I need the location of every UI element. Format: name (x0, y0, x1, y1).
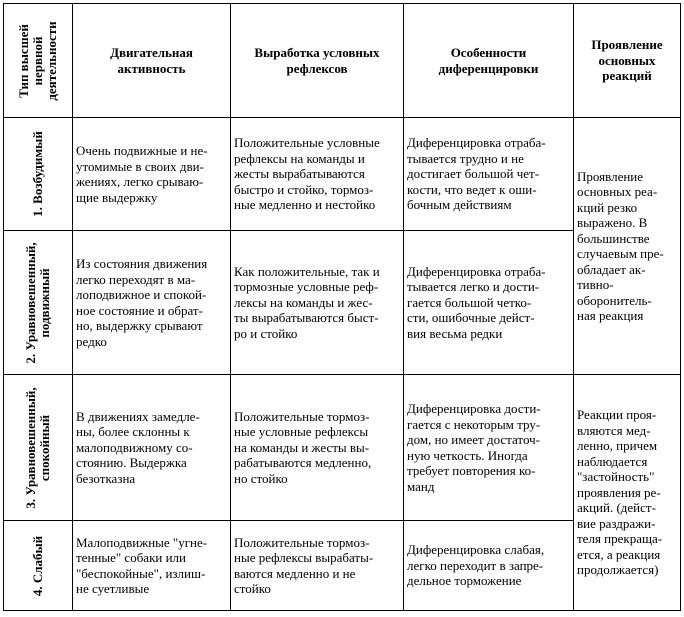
header-type-label: Тип высшей нервной деятельности (16, 20, 59, 101)
table-row (4, 375, 681, 521)
motor-text: Малоподвижные "угне- тенные" собаки или "беспокойные", излиш- не суетливые (76, 534, 208, 596)
reflex-cell (231, 231, 404, 375)
diff-text: Диференцировка отраба- тывается трудно и не достигает большой чет- кости, что ведет к оши- бочным действиям (407, 135, 546, 213)
diff-cell (404, 118, 574, 231)
motor-text: Очень подвижные и не- утомимые в своих дви- жениях, легко срываю- щие выдержку (76, 143, 208, 205)
type-label: 1. Возбудимый (30, 131, 45, 217)
motor-cell (73, 118, 231, 231)
reflex-text: Положительные тормоз- ные рефлексы вырабаты- ваются медленно и не стойко (234, 534, 374, 596)
manifest-cell-group2 (574, 375, 681, 611)
reflex-text: Как положительные, так и тормозные условные реф- лексы на команды и жес- ты вырабатываются быст- ро и стойко (234, 263, 380, 341)
manifest-text: Проявление основных реа- кций резко выражено. В большинстве случаевым пре- обладает ак- тивно- оборонитель- ная реакция (577, 168, 664, 323)
header-type (4, 4, 73, 118)
motor-cell (73, 231, 231, 375)
reflex-text: Положительные условные рефлексы на команды и жесты вырабатываются быстро и стойко, тормоз- ные медленно и нестойко (234, 135, 380, 213)
header-motor-label: Двигательная активность (110, 45, 193, 76)
type-cell (4, 231, 73, 375)
header-motor (73, 4, 231, 118)
header-manifest-label: Проявление основных реакций (591, 37, 663, 84)
manifest-cell-group1 (574, 118, 681, 375)
header-diff (404, 4, 574, 118)
motor-text: В движениях замедле- ны, более склонны к малоподвижному со- стоянию. Выдержка безотказна (76, 408, 200, 486)
type-label: 2. Уравновешенный, подвижный (23, 241, 52, 364)
reflex-cell (231, 375, 404, 521)
motor-text: Из состояния движения легко переходят в ма- лоподвижное и спокой- ное состояние и обрат- но, выдержку срывают редко (76, 256, 208, 349)
diff-text: Диференцировка слабая, легко переходит в запре- дельное торможение (407, 542, 545, 589)
type-label: 3. Уравновешенный, спокойный (23, 386, 52, 509)
header-reflex-label: Выработка условных рефлексов (254, 45, 380, 76)
diff-cell (404, 231, 574, 375)
table-row (4, 118, 681, 231)
header-reflex (231, 4, 404, 118)
diff-cell (404, 521, 574, 611)
reflex-cell (231, 118, 404, 231)
reflex-cell (231, 521, 404, 611)
type-cell (4, 375, 73, 521)
diff-text: Диференцировка отраба- тывается легко и дости- гается большой четко- сти, ошибочные дейст- вия весьма редки (407, 263, 546, 341)
header-diff-label: Особенности диференцировки (438, 45, 539, 76)
manifest-text: Реакции проя- вляются мед- ленно, причем наблюдается "застойность" проявления ре- акций. (дейст- вие раздражи- теля прекраща- ется, а реакция продолжается) (577, 407, 663, 578)
type-label: 4. Слабый (30, 535, 45, 596)
type-cell (4, 521, 73, 611)
diff-text: Диференцировка дости- гается с некоторым тру- дом, но имеет достаточ- ную четкость. Иногда требует повторения ко- манд (407, 401, 541, 494)
motor-cell (73, 375, 231, 521)
diff-cell (404, 375, 574, 521)
header-row (4, 4, 681, 118)
temperament-table (3, 3, 681, 611)
type-cell (4, 118, 73, 231)
header-manifest (574, 4, 681, 118)
reflex-text: Положительные тормоз- ные условные рефлексы на команды и жесты вы- рабатываются медленно, но стойко (234, 408, 372, 486)
motor-cell (73, 521, 231, 611)
